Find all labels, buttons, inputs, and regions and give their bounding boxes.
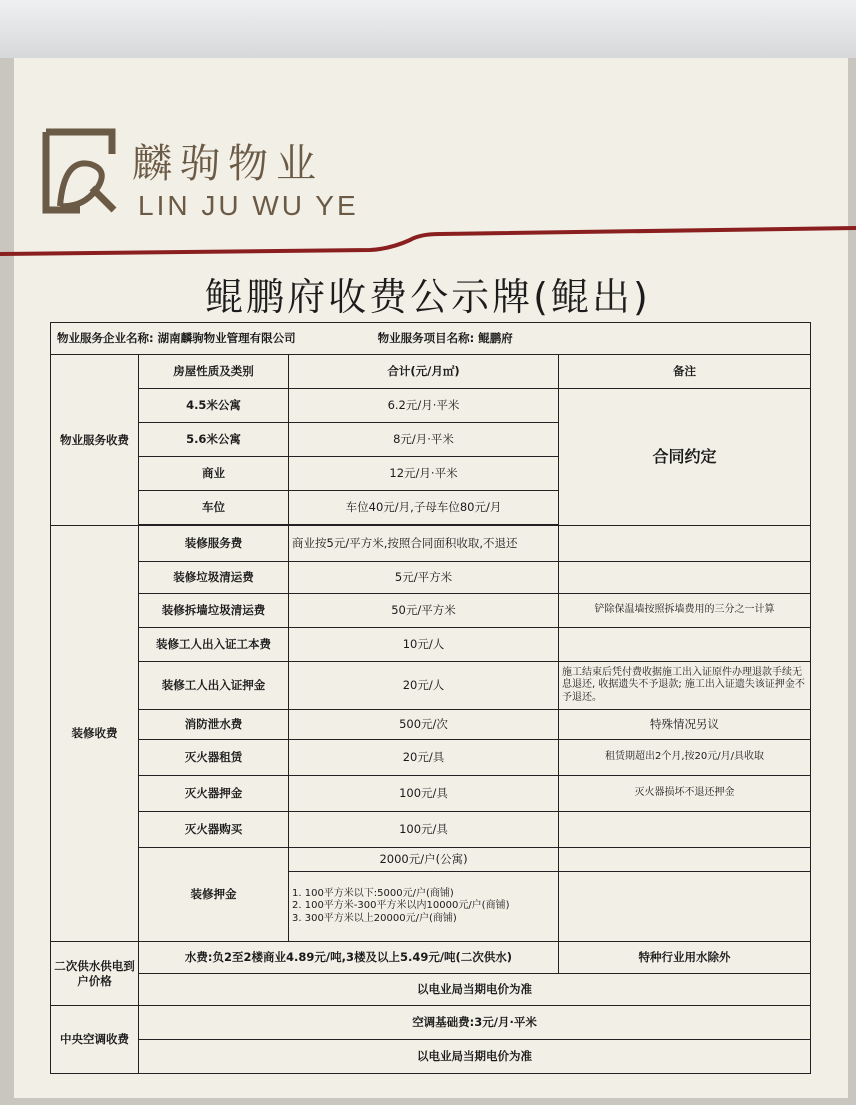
property-price: 12元/月·平米 — [289, 457, 559, 491]
table-row — [51, 1040, 811, 1074]
table-row — [51, 594, 811, 628]
property-price: 8元/月·平米 — [289, 423, 559, 457]
decor-price: 商业按5元/平方米,按照合同面积收取,不退还 — [289, 526, 559, 562]
col-type: 房屋性质及类别 — [139, 355, 289, 389]
deposit-shop-tier: 1. 100平方米以下:5000元/户(商铺) — [292, 887, 454, 899]
decor-price: 5元/平方米 — [289, 562, 559, 594]
water-price: 水费:负2至2楼商业4.89元/吨,3楼及以上5.49元/吨(二次供水) — [139, 942, 559, 974]
table-row — [51, 710, 811, 740]
decor-item: 装修垃圾清运费 — [139, 562, 289, 594]
decor-item: 装修工人出入证工本费 — [139, 628, 289, 662]
property-price: 车位40元/月,子母车位80元/月 — [289, 491, 559, 525]
section-property: 物业服务收费 — [51, 355, 139, 526]
decor-note — [559, 628, 811, 662]
decor-note: 租赁期超出2个月,按20元/月/具收取 — [559, 740, 811, 776]
property-type: 4.5米公寓 — [139, 389, 289, 423]
property-type: 5.6米公寓 — [139, 423, 289, 457]
table-row — [51, 662, 811, 710]
decor-note — [559, 562, 811, 594]
decor-note: 特殊情况另议 — [559, 710, 811, 740]
table-row — [51, 562, 811, 594]
decor-note: 施工结束后凭付费收据施工出入证原件办理退款手续无息退还, 收据遗失不予退款; 施工出入证遗失该证押金不予退还。 — [559, 662, 811, 710]
table-row — [51, 812, 811, 848]
decor-price: 100元/具 — [289, 812, 559, 848]
table-row — [51, 942, 811, 974]
table-row — [51, 848, 811, 872]
water-power: 以电业局当期电价为准 — [139, 974, 811, 1006]
brand-name-en: LIN JU WU YE — [138, 190, 359, 221]
decor-item: 装修工人出入证押金 — [139, 662, 289, 710]
table-row — [51, 628, 811, 662]
deposit-shop-tier: 2. 100平方米-300平方米以内10000元/户(商铺) — [292, 900, 510, 912]
decor-note — [559, 812, 811, 848]
col-note: 备注 — [559, 355, 811, 389]
decor-item: 消防泄水费 — [139, 710, 289, 740]
decor-price: 50元/平方米 — [289, 594, 559, 628]
property-type: 商业 — [139, 457, 289, 491]
decor-note: 灭火器损坏不退还押金 — [559, 776, 811, 812]
page-title: 鲲鹏府收费公示牌(鲲出) — [205, 275, 651, 319]
brand-logo-icon — [40, 128, 118, 214]
decor-note — [559, 526, 811, 562]
decor-price: 20元/人 — [289, 662, 559, 710]
wall-top — [0, 0, 856, 58]
company-name: 物业服务企业名称: 湖南麟驹物业管理有限公司 — [57, 331, 296, 346]
table-row — [51, 355, 811, 389]
water-note: 特种行业用水除外 — [559, 942, 811, 974]
decor-price: 20元/具 — [289, 740, 559, 776]
deposit-shops — [289, 872, 559, 942]
decor-price: 100元/具 — [289, 776, 559, 812]
ac-power: 以电业局当期电价为准 — [139, 1040, 811, 1074]
deposit-shop-tier: 3. 300平方米以上20000元/户(商铺) — [292, 912, 457, 924]
property-type: 车位 — [139, 491, 289, 525]
col-total: 合计(元/月㎡) — [289, 355, 559, 389]
decor-item: 装修押金 — [139, 848, 289, 942]
decor-item: 灭火器购买 — [139, 812, 289, 848]
decor-item: 装修拆墙垃圾清运费 — [139, 594, 289, 628]
fee-table — [50, 322, 811, 1074]
section-decor: 装修收费 — [51, 526, 139, 942]
decor-price: 500元/次 — [289, 710, 559, 740]
property-note: 合同约定 — [559, 389, 811, 526]
decor-note: 铲除保温墙按照拆墙费用的三分之一计算 — [559, 594, 811, 628]
table-row — [51, 1006, 811, 1040]
decorative-wave — [0, 220, 856, 260]
brand-name-cn: 麟驹物业 — [132, 141, 324, 187]
deposit-apartment: 2000元/户(公寓) — [289, 848, 559, 872]
decor-item: 灭火器租赁 — [139, 740, 289, 776]
decor-item: 灭火器押金 — [139, 776, 289, 812]
table-row — [51, 974, 811, 1006]
table-row — [51, 740, 811, 776]
table-row — [51, 389, 811, 423]
table-row — [51, 526, 811, 562]
property-price: 6.2元/月·平米 — [289, 389, 559, 423]
decor-item: 装修服务费 — [139, 526, 289, 562]
project-name: 物业服务项目名称: 鲲鹏府 — [377, 331, 513, 346]
section-water: 二次供水供电到户价格 — [51, 942, 139, 1006]
section-ac: 中央空调收费 — [51, 1006, 139, 1074]
table-row — [51, 776, 811, 812]
decor-price: 10元/人 — [289, 628, 559, 662]
ac-base: 空调基础费:3元/月·平米 — [139, 1006, 811, 1040]
table-header-row — [51, 323, 811, 355]
